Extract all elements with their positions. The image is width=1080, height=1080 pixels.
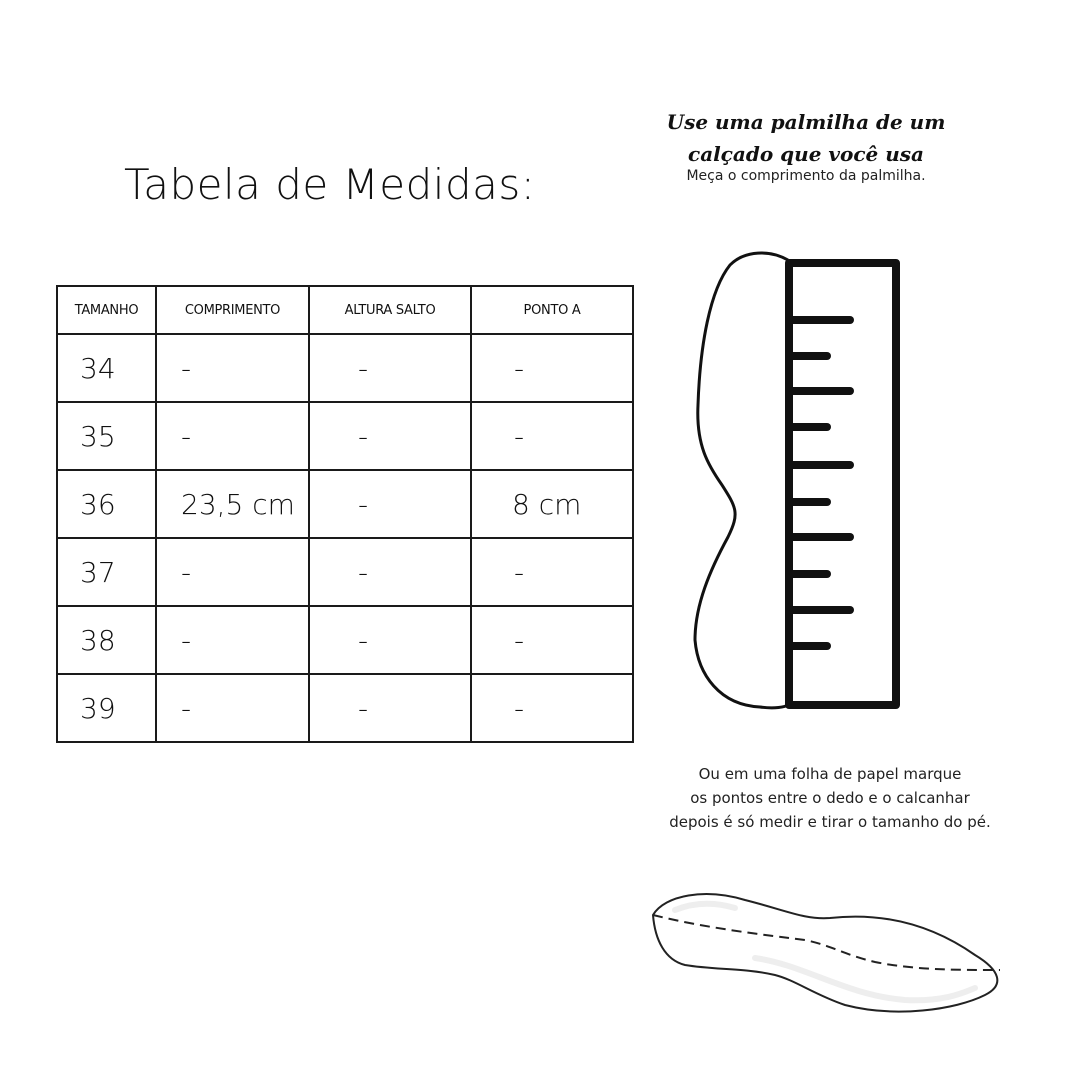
table-row (57, 538, 633, 606)
cell-altura-salto: - (309, 606, 471, 674)
cell-comprimento: - (156, 674, 309, 742)
cell-comprimento: - (156, 538, 309, 606)
header-comprimento: COMPRIMENTO (156, 286, 309, 334)
cell-ponto-a: - (471, 402, 633, 470)
cell-size: 34 (57, 334, 156, 402)
cell-ponto-a: - (471, 606, 633, 674)
insole-dashed-measure-icon (645, 880, 1010, 1024)
cell-altura-salto: - (309, 538, 471, 606)
cell-comprimento: - (156, 402, 309, 470)
cell-ponto-a: 8 cm (471, 470, 633, 538)
instructions-heading-line2: calçado que você usa (688, 142, 924, 166)
table-row (57, 334, 633, 402)
paper-instructions (640, 762, 1020, 834)
table-row (57, 470, 633, 538)
page-title: Tabela de Medidas: (124, 160, 536, 209)
instructions-subtext: Meça o comprimento da palmilha. (686, 168, 926, 184)
cell-altura-salto: - (309, 674, 471, 742)
cell-size: 39 (57, 674, 156, 742)
cell-ponto-a: - (471, 538, 633, 606)
cell-altura-salto: - (309, 334, 471, 402)
cell-size: 36 (57, 470, 156, 538)
cell-altura-salto: - (309, 402, 471, 470)
insole-with-ruler-icon (690, 245, 910, 719)
cell-comprimento: - (156, 334, 309, 402)
cell-comprimento: - (156, 606, 309, 674)
cell-size: 37 (57, 538, 156, 606)
cell-size: 35 (57, 402, 156, 470)
cell-altura-salto: - (309, 470, 471, 538)
table-row (57, 606, 633, 674)
paper-instructions-line2: os pontos entre o dedo e o calcanhar (690, 789, 970, 807)
cell-size: 38 (57, 606, 156, 674)
size-table (56, 285, 634, 743)
paper-instructions-line1: Ou em uma folha de papel marque (698, 765, 962, 783)
paper-instructions-line3: depois é só medir e tirar o tamanho do pé. (669, 813, 991, 831)
instructions-heading-line1: Use uma palmilha de um (666, 110, 946, 134)
cell-comprimento: 23,5 cm (156, 470, 309, 538)
table-row (57, 674, 633, 742)
table-row (57, 402, 633, 470)
header-altura-salto: ALTURA SALTO (309, 286, 471, 334)
insole-instructions (640, 106, 972, 184)
header-ponto-a: PONTO A (471, 286, 633, 334)
table-header-row (57, 286, 633, 334)
header-tamanho: TAMANHO (57, 286, 156, 334)
cell-ponto-a: - (471, 334, 633, 402)
cell-ponto-a: - (471, 674, 633, 742)
